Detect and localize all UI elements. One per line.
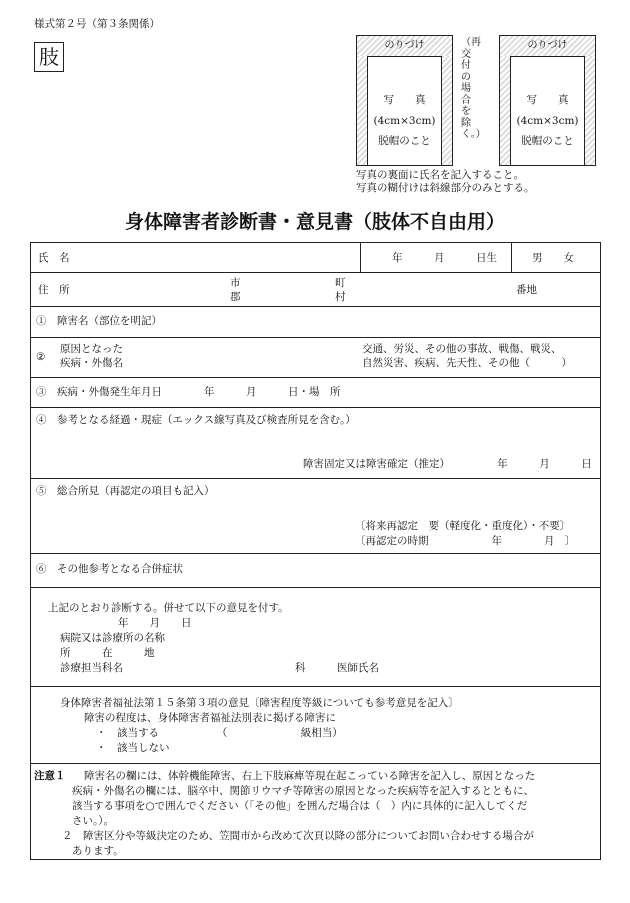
address-village: 村 xyxy=(335,291,346,303)
opinion-not-applicable[interactable]: ・ 該当しない xyxy=(96,742,170,754)
item-fixed-date: 障害固定又は障害確定（推定） 年 月 日 xyxy=(303,458,592,470)
recertification-time: 〔再認定の時期 年 月 〕 xyxy=(355,535,576,547)
department-label: 診療担当科名 xyxy=(60,662,123,674)
note-1-line-2: 疾病・外傷名の欄には、脳卒中、関節リウマチ等障害の原因となった疾病等を記入するとともに、 xyxy=(72,785,534,797)
opinion-applicable[interactable]: ・ 該当する （ 級相当） xyxy=(96,727,343,739)
note-1-line-4: さい。）。 xyxy=(72,815,114,827)
opinion-degree: 障害の程度は、身体障害者福祉法別表に掲げる障害に xyxy=(84,712,336,724)
address-town: 町 xyxy=(335,277,346,289)
note-2-line-2: あります。 xyxy=(72,845,124,857)
doctor-name-label: 科 医師氏名 xyxy=(295,662,379,674)
photo-instruction-1: 写真の裏面に氏名を記入すること。 xyxy=(356,169,524,181)
photo-label-left: 写 真 xyxy=(383,94,426,106)
photo-box-left xyxy=(356,35,453,166)
item-cause-label-1: 原因となった xyxy=(60,343,123,355)
form-number: 様式第２号（第３条関係） xyxy=(34,18,160,30)
photo-label-right: 写 真 xyxy=(526,94,569,106)
item-cause-number: ② xyxy=(36,351,46,363)
address-city: 市 xyxy=(230,277,241,289)
item-disability-name: ① 障害名（部位を明記） xyxy=(36,315,162,327)
birth-date-field[interactable]: 年 月 日生 xyxy=(392,252,497,264)
sex-field[interactable]: 男 女 xyxy=(532,252,574,264)
note-1-line-1: 障害名の欄には、体幹機能障害、右上下肢麻痺等現在起こっている障害を記入し、原因となった xyxy=(84,770,536,782)
item-complications: ⑥ その他参考となる合併症状 xyxy=(36,563,183,575)
photo-glue-header-right: のりづけ xyxy=(500,36,595,57)
page-title: 身体障害者診断書・意見書（肢体不自由用） xyxy=(124,211,505,233)
item-onset-date: ③ 疾病・外傷発生年月日 年 月 日・場 所 xyxy=(36,386,341,398)
photo-box-right xyxy=(499,35,596,166)
notes-label: 注意１ xyxy=(34,770,66,782)
item-cause-options-1: 交通、労災、その他の事故、戦傷、戦災、 xyxy=(362,343,562,355)
item-history: ④ 参考となる経過・現症（エックス線写真及び検査所見を含む。） xyxy=(36,414,356,426)
address-county: 郡 xyxy=(230,291,241,303)
item-overall-findings: ⑤ 総合所見（再認定の項目も記入） xyxy=(36,485,215,497)
diagnosis-date: 年 月 日 xyxy=(118,617,192,629)
category-mark: 肢 xyxy=(34,42,64,72)
diagnosis-statement: 上記のとおり診断する。併せて以下の意見を付す。 xyxy=(48,602,289,614)
photo-note-right: 脱帽のこと xyxy=(521,135,574,147)
photo-instruction-2: 写真の糊付けは斜線部分のみとする。 xyxy=(356,182,535,194)
photo-size-left: (4cm×3cm) xyxy=(373,115,436,127)
item-cause-options-2: 自然災害、疾病、先天性、その他（ ） xyxy=(362,357,572,369)
address-label: 住 所 xyxy=(38,284,70,296)
hospital-address-label: 所 在 地 xyxy=(60,647,155,659)
item-cause-label-2: 疾病・外傷名 xyxy=(60,357,123,369)
name-label: 氏 名 xyxy=(38,252,70,264)
photo-note-left: 脱帽のこと xyxy=(378,135,431,147)
recertification-need: 〔将来再認定 要（軽度化・重度化）・不要〕 xyxy=(355,520,571,532)
form-table xyxy=(30,242,601,860)
address-lot: 番地 xyxy=(516,284,537,296)
note-1-line-3: 該当する事項を○で囲んでください（「その他」を囲んだ場合は（ ）内に具体的に記入してくだ xyxy=(72,800,528,812)
photo-glue-header-left: のりづけ xyxy=(357,36,452,57)
photo-size-right: (4cm×3cm) xyxy=(516,115,579,127)
hospital-name-label: 病院又は診療所の名称 xyxy=(60,632,165,644)
opinion-heading: 身体障害者福祉法第１５条第３項の意見〔障害程度等級についても参考意見を記入〕 xyxy=(60,697,459,709)
photo-vertical-note: （再交付の場合を除く。） xyxy=(461,37,486,140)
note-2-line-1: ２ 障害区分や等級決定のため、笠間市から改めて次頁以降の部分についてお問い合わせする場合が xyxy=(62,830,534,842)
